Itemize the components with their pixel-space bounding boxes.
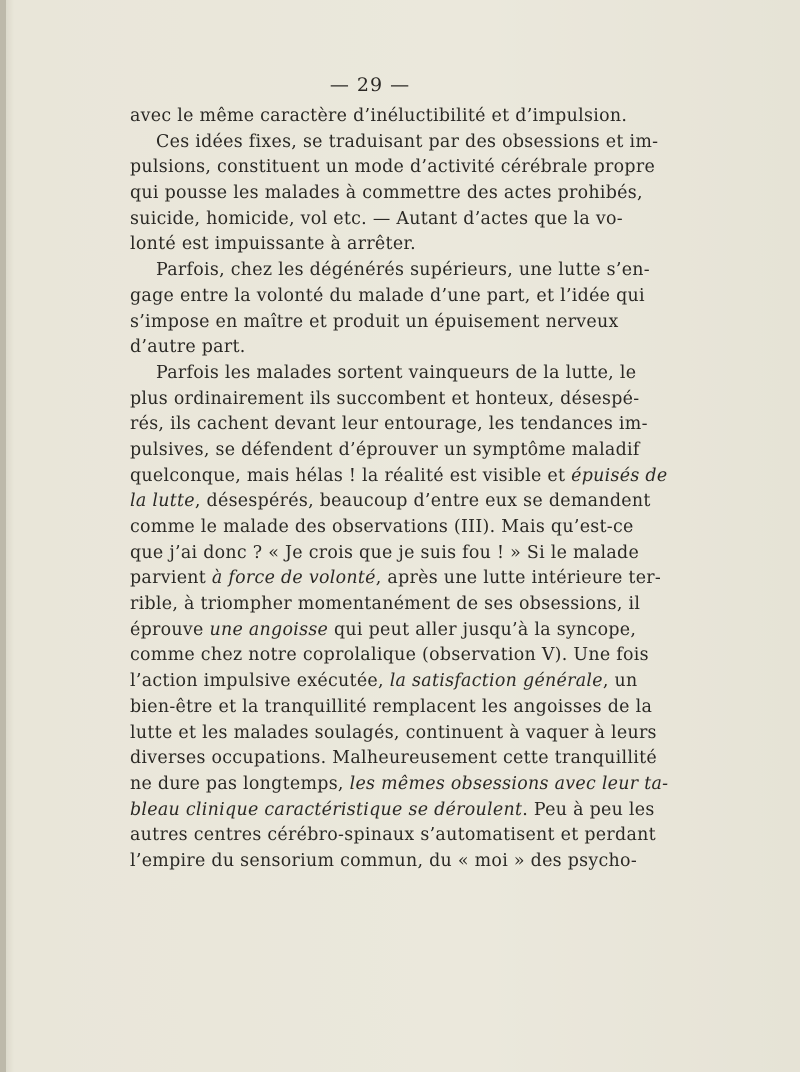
text-line-7: Parfois, chez les dégénérés supérieurs, une lutte s’en-	[156, 260, 650, 281]
text-line-11: Parfois les malades sortent vainqueurs de la lutte, le	[156, 362, 637, 383]
text-line-2: Ces idées fixes, se traduisant par des obsessions et im-	[156, 131, 659, 152]
text-line-21-plain-a: éprouve	[130, 619, 210, 640]
page-edge	[0, 0, 6, 1072]
text-line-16	[130, 489, 651, 515]
text-line-27	[130, 772, 669, 798]
text-line-5: suicide, homicide, vol etc. — Autant d’actes que la vo-	[130, 208, 623, 229]
text-line-23-plain-b: , un	[602, 671, 638, 692]
text-line-21	[130, 618, 637, 644]
text-line-28-plain: . Peu à peu les	[522, 799, 655, 820]
text-line-9: s’impose en maître et produit un épuisement nerveux	[130, 311, 619, 332]
text-line-18: que j’ai donc ? « Je crois que je suis fou ! » Si le malade	[130, 542, 640, 563]
text-line-21-plain-b: qui peut aller jusqu’à la syncope,	[328, 619, 637, 640]
text-line-23-italic: la satisfaction générale	[389, 671, 603, 692]
text-line-26: diverses occupations. Malheureusement cette tranquillité	[130, 748, 657, 769]
text-line-15-italic: épuisés de	[571, 465, 668, 486]
text-line-27-italic: les mêmes obsessions avec leur ta-	[349, 773, 669, 794]
body-text	[130, 104, 669, 875]
text-line-20: rible, à triompher momentanément de ses obsessions, il	[130, 594, 641, 615]
text-line-27-plain: ne dure pas longtemps,	[130, 773, 350, 794]
text-line-1: avec le même caractère d’inéluctibilité et d’impulsion.	[130, 106, 628, 126]
text-line-23-plain-a: l’action impulsive exécutée,	[130, 671, 390, 692]
text-line-12: plus ordinairement ils succombent et honteux, désespé-	[130, 388, 640, 409]
text-line-25: lutte et les malades soulagés, continuent à vaquer à leurs	[130, 722, 657, 743]
text-line-23	[130, 669, 638, 695]
text-line-19-plain-a: parvient	[130, 568, 212, 589]
text-line-16-italic: la lutte	[130, 491, 195, 512]
text-line-6: lonté est impuissante à arrêter.	[130, 234, 416, 255]
text-line-19	[130, 566, 662, 592]
text-line-16-plain: , désespérés, beaucoup d’entre eux se demandent	[194, 491, 651, 512]
text-line-10: d’autre part.	[130, 337, 246, 358]
text-line-30: l’empire du sensorium commun, du « moi » des psycho-	[130, 850, 638, 871]
text-line-29: autres centres cérébro-spinaux s’automatisent et perdant	[130, 825, 656, 846]
text-line-13: rés, ils cachent devant leur entourage, les tendances im-	[130, 414, 648, 435]
text-line-19-plain-b: , après une lutte intérieure ter-	[375, 568, 662, 589]
text-line-24: bien-être et la tranquillité remplacent les angoisses de la	[130, 696, 653, 717]
text-line-4: qui pousse les malades à commettre des actes prohibés,	[130, 183, 643, 204]
text-line-15	[130, 464, 668, 490]
text-line-21-italic: une angoisse	[209, 619, 329, 640]
text-line-15-plain: quelconque, mais hélas ! la réalité est visible et	[130, 465, 572, 486]
text-line-19-italic: à force de volonté	[211, 568, 376, 589]
text-line-28-italic: bleau clinique caractéristique se déroulent	[130, 799, 523, 820]
text-line-28	[130, 798, 655, 824]
text-line-8: gage entre la volonté du malade d’une part, et l’idée qui	[130, 285, 645, 306]
page-number: — 29 —	[329, 74, 411, 96]
text-line-17: comme le malade des observations (III). Mais qu’est-ce	[130, 517, 634, 537]
text-line-22: comme chez notre coprolalique (observation V). Une fois	[130, 645, 649, 666]
text-line-14: pulsives, se défendent d’éprouver un symptôme maladif	[130, 439, 640, 460]
text-line-3: pulsions, constituent un mode d’activité cérébrale propre	[130, 157, 656, 178]
